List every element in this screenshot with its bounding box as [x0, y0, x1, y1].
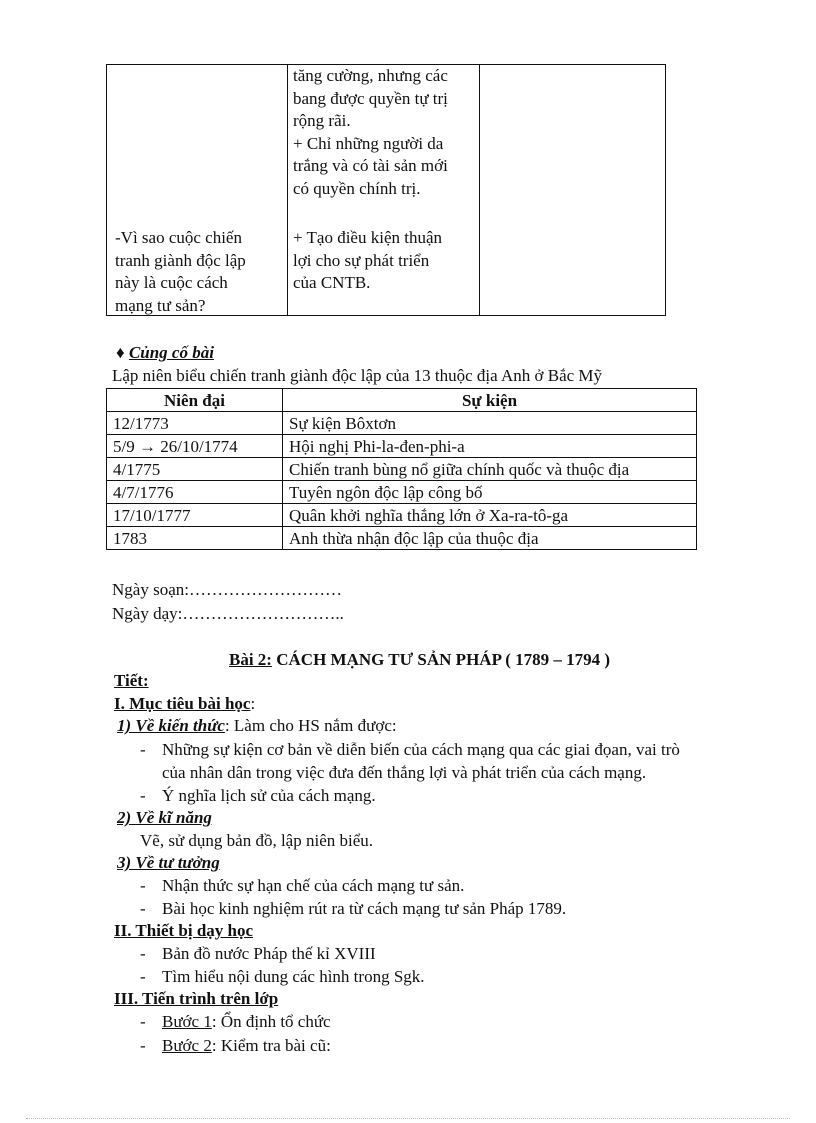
page-bottom-divider: [26, 1118, 790, 1119]
dash-bullet: -: [140, 876, 146, 895]
cell-year: 12/1773: [107, 412, 283, 435]
text-line: trắng và có tài sản mới: [293, 156, 448, 175]
dash-bullet: -: [140, 740, 146, 759]
step-item: [162, 1036, 331, 1056]
knowledge-item: Những sự kiện cơ bản về diễn biến của cách mạng qua các giai đọan, vai trò: [162, 740, 680, 759]
diamond-bullet-icon: ♦: [116, 343, 125, 362]
cell-year: 4/7/1776: [107, 481, 283, 504]
text-line: có quyền chính trị.: [293, 178, 421, 198]
cell-event: Hội nghị Phi-la-đen-phi-a: [283, 435, 697, 458]
consolidation-heading: [116, 343, 214, 363]
column-divider: [479, 65, 480, 315]
section-title: I. Mục tiêu bài học: [114, 694, 251, 713]
text-line: này là cuộc cách: [115, 273, 228, 292]
step-text: : Kiểm tra bài cũ:: [211, 1036, 331, 1055]
table-row: [107, 504, 697, 527]
cell-year: 5/9 → 26/10/1774: [107, 435, 283, 458]
dash-bullet: -: [140, 1012, 146, 1031]
table-header-row: [107, 389, 697, 412]
dash-bullet: -: [140, 786, 146, 805]
knowledge-item: Ý nghĩa lịch sử của cách mạng.: [162, 786, 376, 805]
period-label: Tiết:: [114, 671, 149, 690]
prep-date: Ngày soạn:………………………: [112, 580, 342, 599]
table-row: [107, 412, 697, 435]
lesson-name: CÁCH MẠNG TƯ SẢN PHÁP ( 1789 – 1794 ): [271, 650, 611, 669]
cell-event: Tuyên ngôn độc lập công bố: [283, 481, 697, 504]
knowledge-label: 1) Về kiến thức: [117, 716, 225, 735]
skills-label: 2) Về kĩ năng: [117, 808, 212, 827]
table-row: [107, 435, 697, 458]
step-text: : Ổn định tổ chức: [211, 1012, 331, 1031]
dash-bullet: -: [140, 1036, 146, 1055]
cell-event: Chiến tranh bùng nổ giữa chính quốc và thuộc địa: [283, 458, 697, 481]
text-line: tranh giành độc lập: [115, 250, 246, 270]
cell-year: 1783: [107, 527, 283, 550]
knowledge-text: : Làm cho HS nắm được:: [224, 716, 397, 735]
step-label: Bước 2: [162, 1036, 212, 1055]
dash-bullet: -: [140, 967, 146, 986]
attitude-label: 3) Về tư tưởng: [117, 853, 220, 872]
table-cell-content: [293, 65, 448, 200]
text-line: mạng tư sản?: [115, 295, 206, 315]
answer-cell: [293, 227, 442, 295]
knowledge-heading: [117, 716, 397, 736]
step-label: Bước 1: [162, 1012, 212, 1031]
cell-year: 4/1775: [107, 458, 283, 481]
text-line: -Vì sao cuộc chiến: [115, 228, 242, 247]
attitude-item: Nhận thức sự hạn chế của cách mạng tư sản.: [162, 876, 465, 895]
cell-event: Quân khởi nghĩa thắng lớn ở Xa-ra-tô-ga: [283, 504, 697, 527]
header-year: Niên đại: [107, 389, 283, 412]
section-procedure: III. Tiến trình trên lớp: [114, 989, 279, 1008]
knowledge-item-cont: của nhân dân trong việc đưa đến thắng lợi và phát triển của cách mạng.: [162, 763, 647, 782]
dash-bullet: -: [140, 944, 146, 963]
table-row: [107, 458, 697, 481]
equipment-item: Tìm hiểu nội dung các hình trong Sgk.: [162, 967, 425, 986]
text-line: rộng rãi.: [293, 111, 351, 130]
header-event: Sự kiện: [283, 389, 697, 412]
text-line: tăng cường, nhưng các: [293, 66, 448, 85]
continuation-table: [106, 64, 666, 316]
consolidation-intro: Lập niên biểu chiến tranh giành độc lập của 13 thuộc địa Anh ở Bắc Mỹ: [112, 366, 603, 385]
table-row: [107, 527, 697, 550]
step-item: [162, 1012, 331, 1032]
attitude-item: Bài học kinh nghiệm rút ra từ cách mạng tư sản Pháp 1789.: [162, 899, 567, 918]
text-line: lợi cho sự phát triển: [293, 250, 430, 270]
timeline-table: [106, 388, 697, 550]
section-colon: :: [250, 694, 256, 713]
cell-year: 17/10/1777: [107, 504, 283, 527]
skills-text: Vẽ, sử dụng bản đồ, lập niên biểu.: [140, 831, 374, 850]
text-line: bang được quyền tự trị: [293, 88, 448, 108]
dash-bullet: -: [140, 899, 146, 918]
cell-event: Anh thừa nhận độc lập của thuộc địa: [283, 527, 697, 550]
consolidation-title: Củng cố bài: [128, 343, 214, 362]
lesson-number: Bài 2:: [229, 650, 272, 669]
text-line: + Tạo điều kiện thuận: [293, 228, 443, 247]
question-cell: [115, 227, 246, 317]
column-divider: [287, 65, 288, 315]
equipment-item: Bản đồ nước Pháp thế kỉ XVIII: [162, 944, 376, 963]
table-row: [107, 481, 697, 504]
cell-event: Sự kiện Bôxtơn: [283, 412, 697, 435]
lesson-title: [229, 650, 610, 670]
section-equipment: II. Thiết bị dạy học: [114, 921, 254, 940]
text-line: của CNTB.: [293, 273, 371, 292]
text-line: + Chỉ những người da: [293, 133, 444, 153]
teach-date: Ngày dạy:………………………..: [112, 604, 344, 623]
section-objectives: [114, 694, 255, 714]
